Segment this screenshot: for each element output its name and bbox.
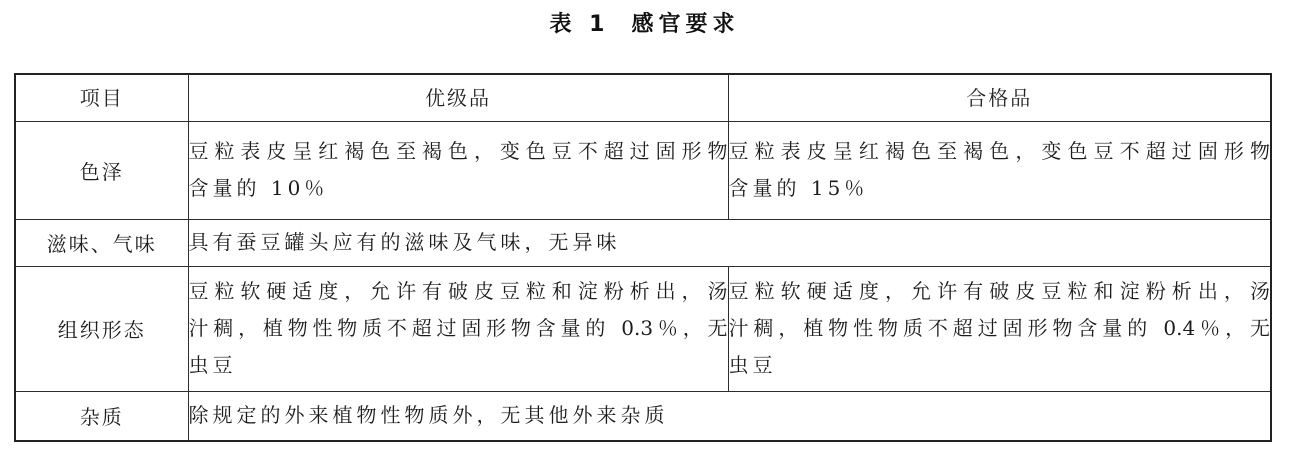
table-row-taste-odor [15,219,1271,266]
qualified-requirement-cell [728,121,1271,219]
text-line: 豆粒软硬适度，允许有破皮豆粒和淀粉析出，汤 [188,279,728,303]
text-line: 具有蚕豆罐头应有的滋味及气味，无异味 [188,230,621,254]
table-row-impurities [15,391,1271,441]
header-cell-premium: 优级品 [188,74,728,121]
text-line: 除规定的外来植物性物质外，无其他外来杂质 [188,403,669,428]
header-cell-qualified: 合格品 [728,74,1271,121]
text-line: 豆粒表皮呈红褐色至褐色，变色豆不超过固形物 [188,139,728,163]
table-row-color [15,121,1271,219]
header-row [15,74,1271,121]
page-title [0,8,1289,42]
row-label-impurities: 杂质 [15,391,188,441]
row-label-texture: 组织形态 [15,266,188,391]
text-line: 汁稠，植物性物质不超过固形物含量的 0.3％，无 [188,316,728,340]
premium-requirement-cell [188,266,728,391]
text-line: 含量的 15％ [728,176,869,200]
text-line: 汁稠，植物性物质不超过固形物含量的 0.4％，无 [728,316,1270,340]
text-line: 豆粒表皮呈红褐色至褐色，变色豆不超过固形物 [728,139,1270,163]
text-line: 含量的 10％ [188,176,329,200]
sensory-requirements-table [14,73,1272,442]
merged-requirement-cell [188,219,1271,266]
premium-requirement-cell [188,121,728,219]
header-cell-item: 项目 [15,74,188,121]
row-label-taste-odor: 滋味、气味 [15,219,188,266]
table-number: 表 1 [549,12,610,37]
row-label-color: 色泽 [15,121,188,219]
text-line: 虫豆 [188,353,237,377]
text-line: 豆粒软硬适度，允许有破皮豆粒和淀粉析出，汤 [728,279,1270,303]
text-line: 虫豆 [728,353,777,377]
table-title: 感官要求 [631,12,740,37]
table-row-texture [15,266,1271,391]
qualified-requirement-cell [728,266,1271,391]
merged-requirement-cell [188,391,1271,441]
